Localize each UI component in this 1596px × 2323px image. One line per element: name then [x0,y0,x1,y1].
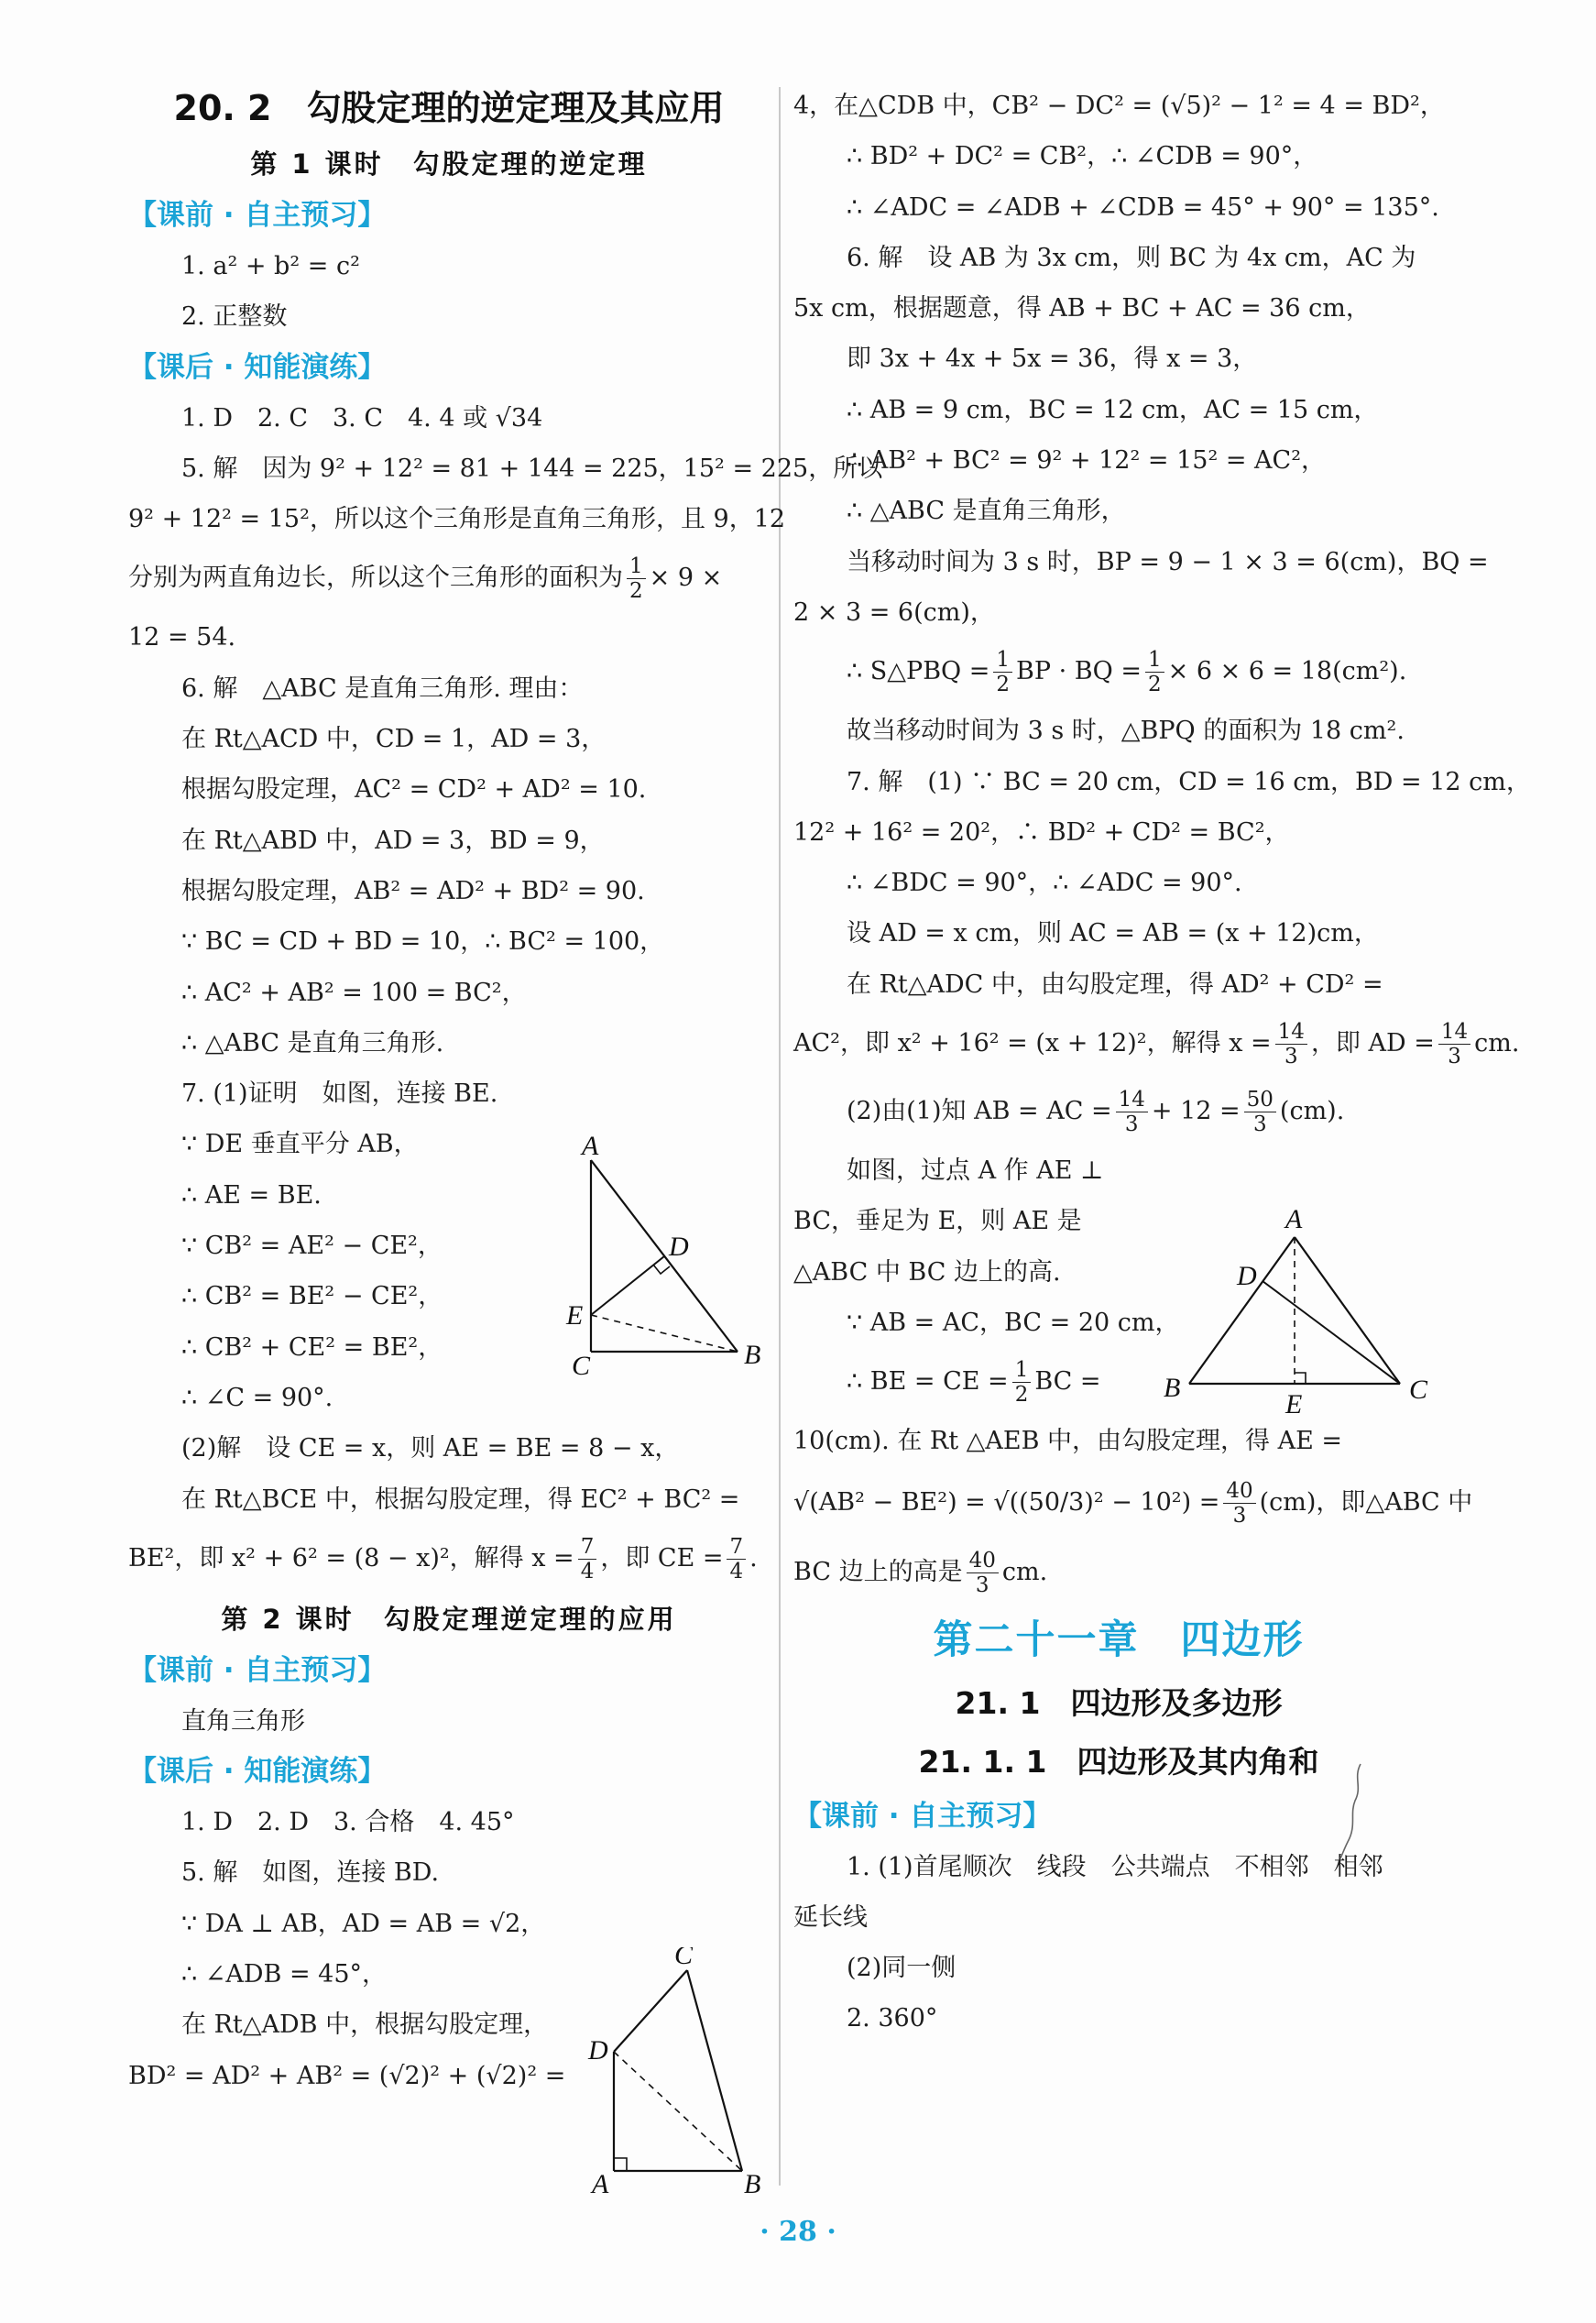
right-column [793,81,1531,2044]
answer-line: ∴ AC² + AB² = 100 = BC²， [181,978,527,1007]
segment-cd [1263,1281,1400,1384]
answer-line: 2. 正整数 [181,302,288,332]
answer-line: 当移动时间为 3 s 时，BP = 9 − 1 × 3 = 6(cm)，BQ = [847,547,1489,576]
label-b: B [1164,1373,1181,1403]
tag-practice-2: 【课后 · 知能演练】 [128,1755,387,1789]
fraction-numerator: 14 [1438,1020,1470,1045]
answer-line: 1. a² + b² = c² [181,252,360,280]
edge-cb [687,1970,742,2171]
text: ∴ BE = CE = [847,1367,1009,1397]
label-b: B [744,1340,761,1370]
figure-quadrilateral [568,1947,770,2204]
answer-line: 根据勾股定理，AC² = CD² + AD² = 10. [181,775,647,805]
text: BP · BQ = [1016,657,1142,686]
subsection-title: 21. 1 四边形及多边形 [955,1684,1283,1721]
answer-line: (2)解 设 CE = x，则 AE = BE = 8 − x， [181,1434,680,1463]
text: × 6 × 6 = 18(cm²). [1167,657,1407,686]
answer-line: ∴ AB = 9 cm，BC = 12 cm，AC = 15 cm， [847,395,1379,424]
fraction-denominator: 2 [1014,1383,1029,1408]
figure-triangle-3 [1153,1200,1446,1430]
fraction-numerator: 14 [1275,1020,1307,1045]
text: × 9 × [649,564,723,593]
answer-line: ∵ AB = AC，BC = 20 cm， [847,1308,1180,1337]
fraction-numerator: 50 [1244,1088,1276,1112]
answer-line: 直角三角形 [181,1706,305,1736]
column-divider [779,87,781,2186]
page-number: · 28 · [760,2216,836,2248]
fraction [1438,1020,1470,1068]
edge-ab [1189,1237,1295,1384]
answer-line: ∵ BC = CD + BD = 10，∴ BC² = 100， [181,927,665,957]
fraction-denominator: 4 [580,1559,595,1583]
answer-line: ∴ CB² = BE² − CE²， [181,1282,443,1311]
text: (cm)，即△ABC 中 [1259,1487,1473,1517]
answer-line: 7. 解 (1) ∵ BC = 20 cm，CD = 16 cm，BD = 12 cm， [847,767,1531,796]
fraction [993,648,1012,696]
fraction-numerator: 7 [727,1535,746,1560]
lesson-2-title: 第 2 课时 勾股定理逆定理的应用 [221,1603,677,1635]
figure-1-svg [550,1127,779,1384]
fraction-denominator: 3 [975,1572,989,1597]
answer-line: 在 Rt△ADC 中，由勾股定理，得 AD² + CD² = [847,970,1383,999]
fraction-denominator: 2 [1147,673,1162,697]
edge-ac [1295,1237,1400,1384]
segment-be [591,1315,738,1352]
answer-line: 5x cm，根据题意，得 AB + BC + AC = 36 cm， [793,294,1371,323]
fraction-numerator: 7 [578,1535,597,1560]
label-a: A [582,1131,599,1161]
answer-line [793,1467,1473,1539]
tag-preview-2: 【课前 · 自主预习】 [128,1653,387,1687]
fraction [1223,1479,1255,1528]
answer-line: ∴ ∠BDC = 90°，∴ ∠ADC = 90°. [847,869,1242,898]
fraction [1116,1088,1148,1136]
answer-line: 在 Rt△ACD 中，CD = 1，AD = 3， [181,725,607,754]
fraction [1012,1358,1032,1407]
fraction-denominator: 3 [1252,1112,1267,1137]
answer-line: 6. 解 △ABC 是直角三角形. 理由： [181,674,584,703]
answer-line [793,1010,1520,1078]
answer-line: 1. D 2. D 3. 合格 4. 45° [181,1808,515,1837]
fraction-denominator: 3 [1232,1503,1247,1528]
text: ，即 CE = [600,1543,724,1572]
label-b: B [744,2169,761,2199]
answer-line: ∴ △ABC 是直角三角形. [181,1028,444,1057]
answer-line [128,1525,770,1593]
answer-line: (2)同一侧 [847,1954,957,1983]
answer-line: ∵ DA ⊥ AB，AD = AB = √2， [181,1909,546,1938]
fraction [967,1549,999,1597]
answer-line: ∵ DE 垂直平分 AB， [181,1130,419,1159]
fraction-denominator: 3 [1448,1045,1461,1069]
label-c: C [1409,1375,1428,1405]
text: √(AB² − BE²) = √((50/3)² − 10²) = [793,1487,1220,1517]
fraction-denominator: 3 [1124,1112,1139,1137]
answer-line: 即 3x + 4x + 5x = 36，得 x = 3， [847,345,1258,374]
answer-line: △ABC 中 BC 边上的高. [793,1257,1061,1287]
fraction [1145,648,1164,696]
answer-line: ∴ ∠ADC = ∠ADB + ∠CDB = 45° + 90° = 135°. [847,192,1439,222]
answer-line: ∴ ∠C = 90°. [181,1383,333,1412]
answer-line: 延长线 [793,1902,868,1932]
figure-triangle-1 [550,1127,779,1384]
figure-3-svg [1153,1200,1446,1430]
tag-preview-3: 【课前 · 自主预习】 [793,1799,1052,1833]
answer-line: ∴ CB² + CE² = BE²， [181,1332,443,1362]
answer-line: 10(cm). 在 Rt △AEB 中，由勾股定理，得 AE = [793,1427,1343,1456]
text: . [749,1543,758,1572]
tag-practice-1: 【课后 · 知能演练】 [128,350,387,384]
answer-line: 如图，过点 A 作 AE ⊥ [847,1156,1104,1186]
right-angle-mark-a [614,2158,627,2171]
text: ∴ S△PBQ = [847,657,990,686]
chapter-title: 第二十一章 四边形 [933,1616,1305,1663]
answer-line: BD² = AD² + AB² = (√2)² + (√2)² = [128,2061,566,2090]
label-c: C [572,1351,591,1381]
pencil-mark [1333,1759,1370,1860]
answer-line: 12 = 54. [128,623,236,652]
answer-line: ∴ BD² + DC² = CB²，∴ ∠CDB = 90°， [847,142,1318,171]
fraction-numerator: 1 [627,554,646,579]
answer-line: BC，垂足为 E，则 AE 是 [793,1207,1082,1236]
text: (2)由(1)知 AB = AC = [847,1097,1112,1126]
answer-line: 12² + 16² = 20²，∴ BD² + CD² = BC²， [793,817,1290,847]
answer-line: 2 × 3 = 6(cm)， [793,597,995,627]
answer-line: 6. 解 设 AB 为 3x cm，则 BC 为 4x cm，AC 为 [847,243,1416,272]
answer-line: 故当移动时间为 3 s 时，△BPQ 的面积为 18 cm². [847,717,1405,746]
fraction [627,554,646,603]
answer-line: 设 AD = x cm，则 AC = AB = (x + 12)cm， [847,919,1379,948]
text: ，即 AD = [1310,1029,1435,1058]
label-c: C [674,1947,694,1970]
fraction-numerator: 14 [1116,1088,1148,1112]
answer-line: 1. D 2. C 3. C 4. 4 或 √34 [181,403,543,433]
label-e: E [566,1300,584,1331]
answer-line: 2. 360° [847,2004,938,2033]
answer-line: 7. (1)证明 如图，连接 BE. [181,1079,498,1109]
fraction [1244,1088,1276,1136]
answer-line: 在 Rt△ABD 中，AD = 3，BD = 9， [181,826,605,855]
answer-line [793,638,1444,706]
edge-ab [591,1160,738,1352]
subsection-title: 21. 1. 1 四边形及其内角和 [918,1743,1319,1780]
text: BC = [1034,1367,1101,1397]
fraction-numerator: 1 [1145,648,1164,673]
figure-2-svg [568,1947,770,2204]
answer-line: ∴ ∠ADB = 45°， [181,1960,388,1989]
fraction [727,1535,746,1583]
text: BE²，即 x² + 6² = (8 − x)²，解得 x = [128,1543,574,1572]
text: cm. [1001,1557,1048,1586]
tag-preview-1: 【课前 · 自主预习】 [128,199,387,232]
answer-line: 4，在△CDB 中，CB² − DC² = (√5)² − 1² = 4 = BD²， [793,92,1445,120]
answer-line: 在 Rt△ADB 中，根据勾股定理， [181,2011,549,2040]
lesson-1-title: 第 1 课时 勾股定理的逆定理 [250,148,648,180]
label-a: A [1285,1204,1303,1234]
segment-bd [614,2052,742,2171]
right-angle-mark-d [653,1265,670,1274]
edge-dc [614,1970,687,2052]
answer-line: 5. 解 因为 9² + 12² = 81 + 144 = 225，15² = 225，所以 [181,454,883,483]
label-e: E [1285,1389,1303,1419]
fraction-numerator: 1 [1012,1358,1032,1383]
text: (cm). [1279,1097,1345,1126]
answer-line: ∴ AE = BE. [181,1180,322,1210]
text: cm. [1474,1029,1520,1058]
fraction-denominator: 2 [996,673,1011,697]
pencil-mark-svg [1333,1759,1370,1860]
answer-line [793,1539,1444,1606]
right-angle-mark-e [1295,1373,1306,1384]
fraction-numerator: 1 [993,648,1012,673]
fraction-denominator: 3 [1284,1045,1298,1069]
section-title: 20. 2 勾股定理的逆定理及其应用 [173,88,725,128]
answer-line: 在 Rt△BCE 中，根据勾股定理，得 EC² + BC² = [181,1485,740,1514]
label-d: D [1237,1261,1257,1291]
text: 分别为两直角边长，所以这个三角形的面积为 [128,564,623,593]
answer-line: ∴ △ABC 是直角三角形， [847,497,1126,526]
answer-line: ∵ CB² = AE² − CE²， [181,1232,443,1261]
label-a: A [592,2169,609,2199]
fraction-denominator: 4 [729,1559,744,1583]
answer-line: ∴ AB² + BC² = 9² + 12² = 15² = AC²， [847,446,1327,476]
answer-line: 5. 解 如图，连接 BD. [181,1858,440,1888]
answer-line: 1. (1)首尾顺次 线段 公共端点 不相邻 相邻 [847,1852,1383,1881]
fraction-numerator: 40 [967,1549,999,1573]
label-d: D [588,2035,608,2065]
answer-line [793,1078,1444,1145]
text: + 12 = [1151,1097,1241,1126]
answer-line: 根据勾股定理，AB² = AD² + BD² = 90. [181,876,645,905]
fraction-denominator: 2 [629,579,643,604]
text: AC²，即 x² + 16² = (x + 12)²，解得 x = [793,1029,1272,1058]
answer-line: 9² + 12² = 15²，所以这个三角形是直角三角形，且 9，12 [128,505,786,534]
fraction [1275,1020,1307,1068]
label-d: D [669,1232,689,1262]
answer-line [128,544,770,612]
fraction [578,1535,597,1583]
text: BC 边上的高是 [793,1557,963,1586]
fraction-numerator: 40 [1223,1479,1255,1504]
